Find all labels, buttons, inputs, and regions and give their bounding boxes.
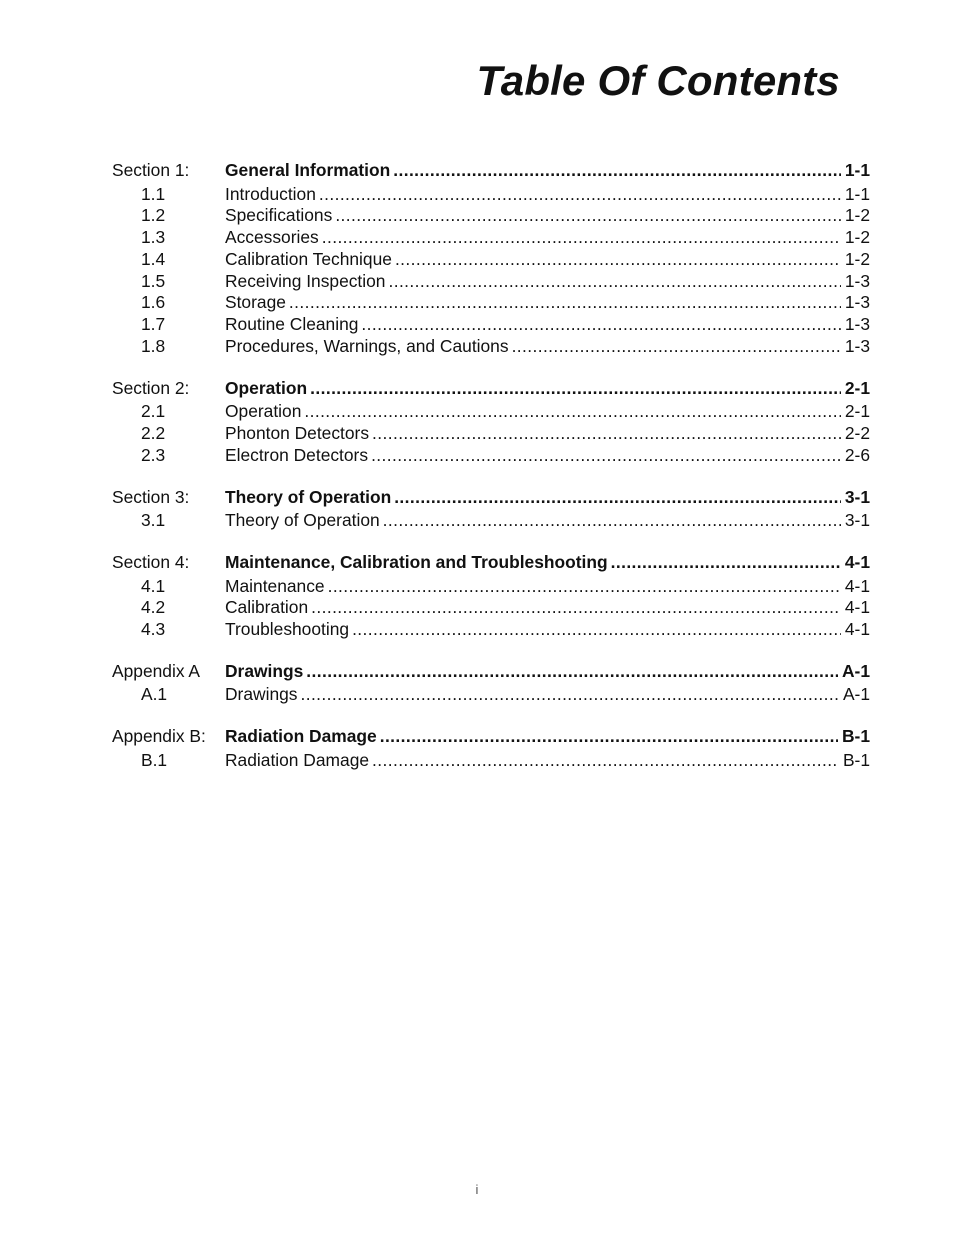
toc-entry-number: 1.2 — [141, 205, 166, 226]
page-title: Table Of Contents — [476, 57, 840, 104]
toc-entry-number: 1.4 — [141, 248, 166, 269]
toc-entry[interactable] — [112, 249, 870, 271]
toc-entry[interactable] — [112, 445, 870, 467]
toc-group-section-1 — [112, 160, 870, 358]
toc-heading-page: B-1 — [841, 726, 870, 747]
toc-entry-page: 1-2 — [844, 248, 870, 269]
table-of-contents — [112, 160, 870, 792]
toc-heading-number: Section 3: — [112, 486, 190, 507]
dot-leader — [328, 576, 841, 598]
toc-heading-title: Maintenance, Calibration and Troubleshooting — [225, 552, 608, 573]
toc-entry[interactable] — [112, 292, 870, 314]
toc-entry-page: 1-2 — [844, 227, 870, 248]
toc-entry[interactable] — [112, 205, 870, 227]
toc-heading-number: Section 2: — [112, 377, 190, 398]
toc-entry-number: 1.5 — [141, 270, 166, 291]
toc-group-appendix-a — [112, 661, 870, 706]
toc-group-section-4 — [112, 552, 870, 641]
toc-entry-page: 1-3 — [844, 314, 870, 335]
toc-heading-page: 3-1 — [844, 486, 870, 507]
dot-leader — [310, 378, 841, 400]
dot-leader — [289, 292, 841, 314]
toc-group-section-2 — [112, 378, 870, 467]
toc-entry-page: 1-2 — [844, 205, 870, 226]
toc-heading[interactable] — [112, 160, 870, 184]
toc-entry-number: 3.1 — [141, 510, 166, 531]
toc-heading[interactable] — [112, 552, 870, 576]
toc-entry-page: 2-1 — [844, 401, 870, 422]
toc-entry-number: 2.3 — [141, 444, 166, 465]
toc-entry-number: 4.1 — [141, 575, 166, 596]
toc-entry-number: A.1 — [141, 684, 168, 705]
toc-entry-title: Procedures, Warnings, and Cautions — [225, 336, 509, 357]
toc-entry[interactable] — [112, 597, 870, 619]
dot-leader — [361, 314, 840, 336]
toc-heading-title: Radiation Damage — [225, 726, 377, 747]
toc-entry-number: B.1 — [141, 749, 168, 770]
dot-leader — [395, 249, 841, 271]
dot-leader — [371, 445, 841, 467]
toc-entry-number: 1.8 — [141, 336, 166, 357]
toc-entry-title: Specifications — [225, 205, 333, 226]
toc-heading-title: Theory of Operation — [225, 486, 392, 507]
toc-entry-title: Maintenance — [225, 575, 325, 596]
toc-entry[interactable] — [112, 750, 870, 772]
toc-heading-number: Appendix B: — [112, 726, 206, 747]
toc-entry[interactable] — [112, 684, 870, 706]
toc-entry-number: 2.2 — [141, 423, 166, 444]
toc-entry-title: Routine Cleaning — [225, 314, 359, 335]
dot-leader — [352, 619, 841, 641]
toc-entry-number: 1.3 — [141, 227, 166, 248]
toc-entry-number: 1.7 — [141, 314, 166, 335]
toc-entry[interactable] — [112, 423, 870, 445]
toc-entry[interactable] — [112, 227, 870, 249]
toc-entry-page: 1-3 — [844, 336, 870, 357]
toc-group-appendix-b — [112, 726, 870, 771]
dot-leader — [372, 423, 841, 445]
toc-heading-page: 4-1 — [844, 552, 870, 573]
toc-entry-page: 1-3 — [844, 292, 870, 313]
toc-entry-title: Introduction — [225, 183, 316, 204]
toc-heading-number: Section 4: — [112, 552, 190, 573]
toc-entry[interactable] — [112, 314, 870, 336]
toc-entry-page: 2-6 — [844, 444, 870, 465]
toc-entry-page: 4-1 — [844, 619, 870, 640]
toc-entry-title: Phonton Detectors — [225, 423, 370, 444]
toc-entry-page: 1-3 — [844, 270, 870, 291]
toc-heading-page: A-1 — [841, 660, 870, 681]
toc-entry-title: Radiation Damage — [225, 749, 370, 770]
toc-heading-number: Appendix A — [112, 660, 200, 681]
toc-entry-title: Calibration Technique — [225, 248, 392, 269]
toc-entry-page: A-1 — [842, 684, 870, 705]
toc-heading[interactable] — [112, 378, 870, 402]
toc-entry-page: 4-1 — [844, 575, 870, 596]
toc-group-section-3 — [112, 487, 870, 532]
toc-entry-title: Calibration — [225, 597, 309, 618]
toc-entry[interactable] — [112, 401, 870, 423]
toc-entry-title: Electron Detectors — [225, 444, 369, 465]
toc-entry-title: Operation — [225, 401, 302, 422]
toc-heading[interactable] — [112, 661, 870, 685]
toc-entry-number: 2.1 — [141, 401, 166, 422]
toc-entry[interactable] — [112, 576, 870, 598]
toc-heading[interactable] — [112, 726, 870, 750]
toc-entry[interactable] — [112, 184, 870, 206]
toc-entry[interactable] — [112, 619, 870, 641]
toc-entry-number: 1.6 — [141, 292, 166, 313]
toc-entry-page: 3-1 — [844, 510, 870, 531]
toc-entry[interactable] — [112, 336, 870, 358]
toc-entry-page: 1-1 — [844, 183, 870, 204]
dot-leader — [335, 205, 841, 227]
toc-heading-number: Section 1: — [112, 160, 190, 180]
dot-leader — [306, 661, 838, 683]
dot-leader — [611, 552, 841, 574]
toc-heading-page: 1-1 — [844, 160, 870, 180]
toc-entry-page: B-1 — [842, 749, 870, 770]
dot-leader — [372, 750, 839, 772]
dot-leader — [394, 487, 841, 509]
toc-heading[interactable] — [112, 487, 870, 511]
toc-heading-title: Operation — [225, 377, 308, 398]
toc-heading-page: 2-1 — [844, 377, 870, 398]
dot-leader — [380, 726, 838, 748]
dot-leader — [304, 401, 840, 423]
toc-entry[interactable] — [112, 510, 870, 532]
toc-entry-number: 1.1 — [141, 183, 166, 204]
page-number: i — [475, 1182, 479, 1197]
toc-entry-number: 4.3 — [141, 619, 166, 640]
toc-entry-number: 4.2 — [141, 597, 166, 618]
toc-entry-title: Troubleshooting — [225, 619, 350, 640]
toc-heading-title: Drawings — [225, 660, 304, 681]
toc-entry-title: Theory of Operation — [225, 510, 380, 531]
dot-leader — [388, 271, 840, 293]
toc-entry-title: Drawings — [225, 684, 298, 705]
toc-entry[interactable] — [112, 271, 870, 293]
dot-leader — [383, 510, 841, 532]
toc-entry-page: 2-2 — [844, 423, 870, 444]
dot-leader — [512, 336, 841, 358]
toc-heading-title: General Information — [225, 160, 391, 180]
toc-entry-page: 4-1 — [844, 597, 870, 618]
dot-leader — [393, 160, 841, 182]
toc-entry-title: Receiving Inspection — [225, 270, 386, 291]
dot-leader — [319, 184, 841, 206]
dot-leader — [300, 684, 838, 706]
toc-entry-title: Accessories — [225, 227, 319, 248]
toc-entry-title: Storage — [225, 292, 286, 313]
dot-leader — [311, 597, 841, 619]
dot-leader — [322, 227, 841, 249]
